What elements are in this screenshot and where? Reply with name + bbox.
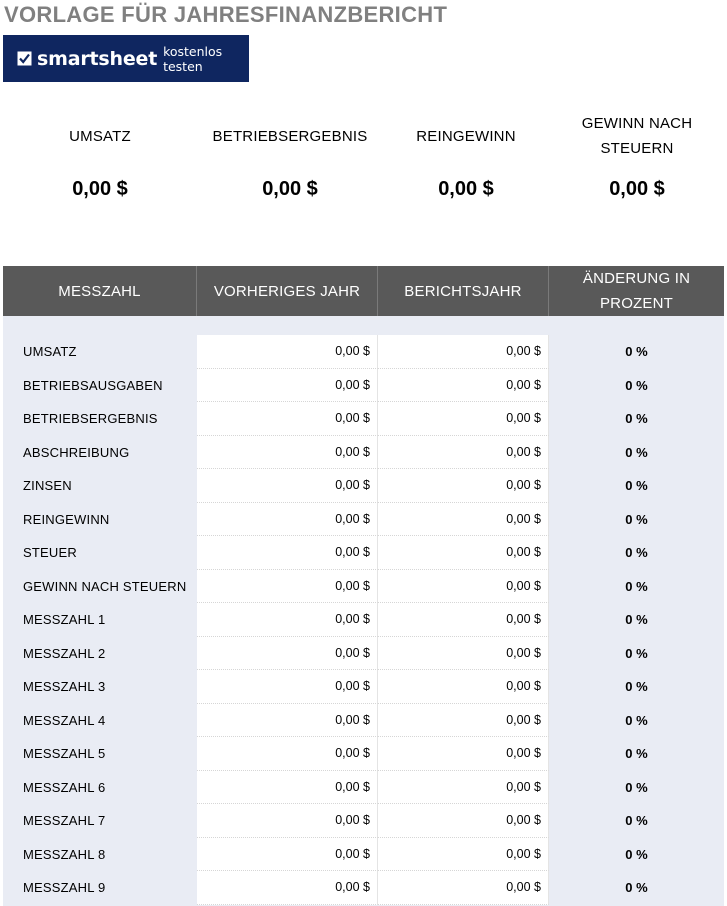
metric-label: MESSZAHL 9 — [23, 880, 106, 896]
table-header — [3, 266, 724, 316]
kpi-summary — [0, 110, 727, 220]
percent-change-cell: 0 % — [625, 779, 648, 795]
metric-label: MESSZAHL 2 — [23, 645, 106, 661]
table-row — [3, 603, 724, 637]
percent-change-cell: 0 % — [625, 880, 648, 896]
table-row — [3, 704, 724, 738]
previous-year-cell[interactable]: 0,00 $ — [197, 436, 378, 470]
table-row — [3, 771, 724, 805]
report-year-cell[interactable]: 0,00 $ — [378, 402, 549, 436]
report-year-cell[interactable]: 0,00 $ — [378, 335, 549, 369]
kpi-umsatz — [20, 110, 180, 201]
report-year-cell[interactable]: 0,00 $ — [378, 804, 549, 838]
percent-change-cell: 0 % — [625, 511, 648, 527]
previous-year-cell[interactable]: 0,00 $ — [197, 402, 378, 436]
percent-change-cell: 0 % — [625, 344, 648, 360]
report-year-cell[interactable]: 0,00 $ — [378, 737, 549, 771]
report-year-cell[interactable]: 0,00 $ — [378, 503, 549, 537]
report-year-cell[interactable]: 0,00 $ — [378, 637, 549, 671]
metric-label: UMSATZ — [23, 344, 77, 360]
kpi-label: BETRIEBSERGEBNIS — [212, 127, 368, 145]
table-row — [3, 335, 724, 369]
previous-year-cell[interactable]: 0,00 $ — [197, 871, 378, 905]
metric-label: MESSZAHL 7 — [23, 813, 106, 829]
page-title: VORLAGE FÜR JAHRESFINANZBERICHT — [4, 2, 448, 27]
previous-year-cell[interactable]: 0,00 $ — [197, 369, 378, 403]
previous-year-cell[interactable]: 0,00 $ — [197, 536, 378, 570]
kpi-label: REINGEWINN — [416, 127, 516, 145]
percent-change-cell: 0 % — [625, 478, 648, 494]
header-messzahl: MESSZAHL — [3, 266, 197, 316]
previous-year-cell[interactable]: 0,00 $ — [197, 771, 378, 805]
metric-label: ABSCHREIBUNG — [23, 444, 130, 460]
kpi-gewinn-nach-steuern — [566, 110, 708, 201]
previous-year-cell[interactable]: 0,00 $ — [197, 469, 378, 503]
metric-label: MESSZAHL 8 — [23, 846, 106, 862]
table-body — [3, 316, 724, 906]
previous-year-cell[interactable]: 0,00 $ — [197, 637, 378, 671]
percent-change-cell: 0 % — [625, 746, 648, 762]
percent-change-cell: 0 % — [625, 846, 648, 862]
kpi-value: 0,00 $ — [72, 178, 128, 200]
kpi-betriebsergebnis — [200, 110, 380, 201]
table-row — [3, 402, 724, 436]
metric-label: GEWINN NACH STEUERN — [23, 578, 187, 594]
metric-label: MESSZAHL 1 — [23, 612, 106, 628]
kpi-label: GEWINN NACH STEUERN — [581, 115, 693, 157]
percent-change-cell: 0 % — [625, 813, 648, 829]
table-row — [3, 436, 724, 470]
metric-label: BETRIEBSAUSGABEN — [23, 377, 163, 393]
report-year-cell[interactable]: 0,00 $ — [378, 838, 549, 872]
header-vorheriges-jahr: VORHERIGES JAHR — [197, 266, 378, 316]
previous-year-cell[interactable]: 0,00 $ — [197, 838, 378, 872]
kpi-value: 0,00 $ — [609, 178, 665, 200]
report-year-cell[interactable]: 0,00 $ — [378, 771, 549, 805]
brand-cta: kostenlos testen — [163, 43, 223, 74]
report-year-cell[interactable]: 0,00 $ — [378, 570, 549, 604]
previous-year-cell[interactable]: 0,00 $ — [197, 670, 378, 704]
table-row — [3, 570, 724, 604]
percent-change-cell: 0 % — [625, 578, 648, 594]
metric-label: MESSZAHL 3 — [23, 679, 106, 695]
report-year-cell[interactable]: 0,00 $ — [378, 436, 549, 470]
percent-change-cell: 0 % — [625, 645, 648, 661]
percent-change-cell: 0 % — [625, 679, 648, 695]
percent-change-cell: 0 % — [625, 612, 648, 628]
report-year-cell[interactable]: 0,00 $ — [378, 871, 549, 905]
percent-change-cell: 0 % — [625, 411, 648, 427]
percent-change-cell: 0 % — [625, 712, 648, 728]
table-row — [3, 737, 724, 771]
metric-label: MESSZAHL 4 — [23, 712, 106, 728]
report-year-cell[interactable]: 0,00 $ — [378, 704, 549, 738]
header-aenderung-in-prozent: ÄNDERUNG IN PROZENT — [582, 270, 691, 312]
table-row — [3, 670, 724, 704]
kpi-value: 0,00 $ — [438, 178, 494, 200]
smartsheet-banner-link[interactable] — [3, 35, 249, 82]
kpi-label: UMSATZ — [69, 127, 131, 145]
previous-year-cell[interactable]: 0,00 $ — [197, 503, 378, 537]
metric-label: STEUER — [23, 545, 77, 561]
metric-label: MESSZAHL 5 — [23, 746, 106, 762]
table-row — [3, 503, 724, 537]
percent-change-cell: 0 % — [625, 545, 648, 561]
table-row — [3, 804, 724, 838]
table-row — [3, 369, 724, 403]
percent-change-cell: 0 % — [625, 444, 648, 460]
previous-year-cell[interactable]: 0,00 $ — [197, 335, 378, 369]
table-row — [3, 838, 724, 872]
previous-year-cell[interactable]: 0,00 $ — [197, 737, 378, 771]
header-berichtsjahr: BERICHTSJAHR — [378, 266, 549, 316]
brand-name: smartsheet — [37, 47, 158, 70]
report-year-cell[interactable]: 0,00 $ — [378, 536, 549, 570]
table-row — [3, 871, 724, 905]
previous-year-cell[interactable]: 0,00 $ — [197, 603, 378, 637]
previous-year-cell[interactable]: 0,00 $ — [197, 570, 378, 604]
table-row — [3, 536, 724, 570]
report-year-cell[interactable]: 0,00 $ — [378, 670, 549, 704]
previous-year-cell[interactable]: 0,00 $ — [197, 804, 378, 838]
table-rows — [3, 335, 724, 905]
table-row — [3, 469, 724, 503]
report-year-cell[interactable]: 0,00 $ — [378, 603, 549, 637]
kpi-reingewinn — [386, 110, 546, 201]
table-row — [3, 637, 724, 671]
percent-change-cell: 0 % — [625, 377, 648, 393]
report-year-cell[interactable]: 0,00 $ — [378, 369, 549, 403]
report-year-cell[interactable]: 0,00 $ — [378, 469, 549, 503]
kpi-value: 0,00 $ — [262, 178, 318, 200]
metric-label: REINGEWINN — [23, 511, 110, 527]
previous-year-cell[interactable]: 0,00 $ — [197, 704, 378, 738]
metric-label: BETRIEBSERGEBNIS — [23, 411, 158, 427]
metric-label: ZINSEN — [23, 478, 72, 494]
metric-label: MESSZAHL 6 — [23, 779, 106, 795]
checkmark-logo-icon — [17, 51, 32, 66]
